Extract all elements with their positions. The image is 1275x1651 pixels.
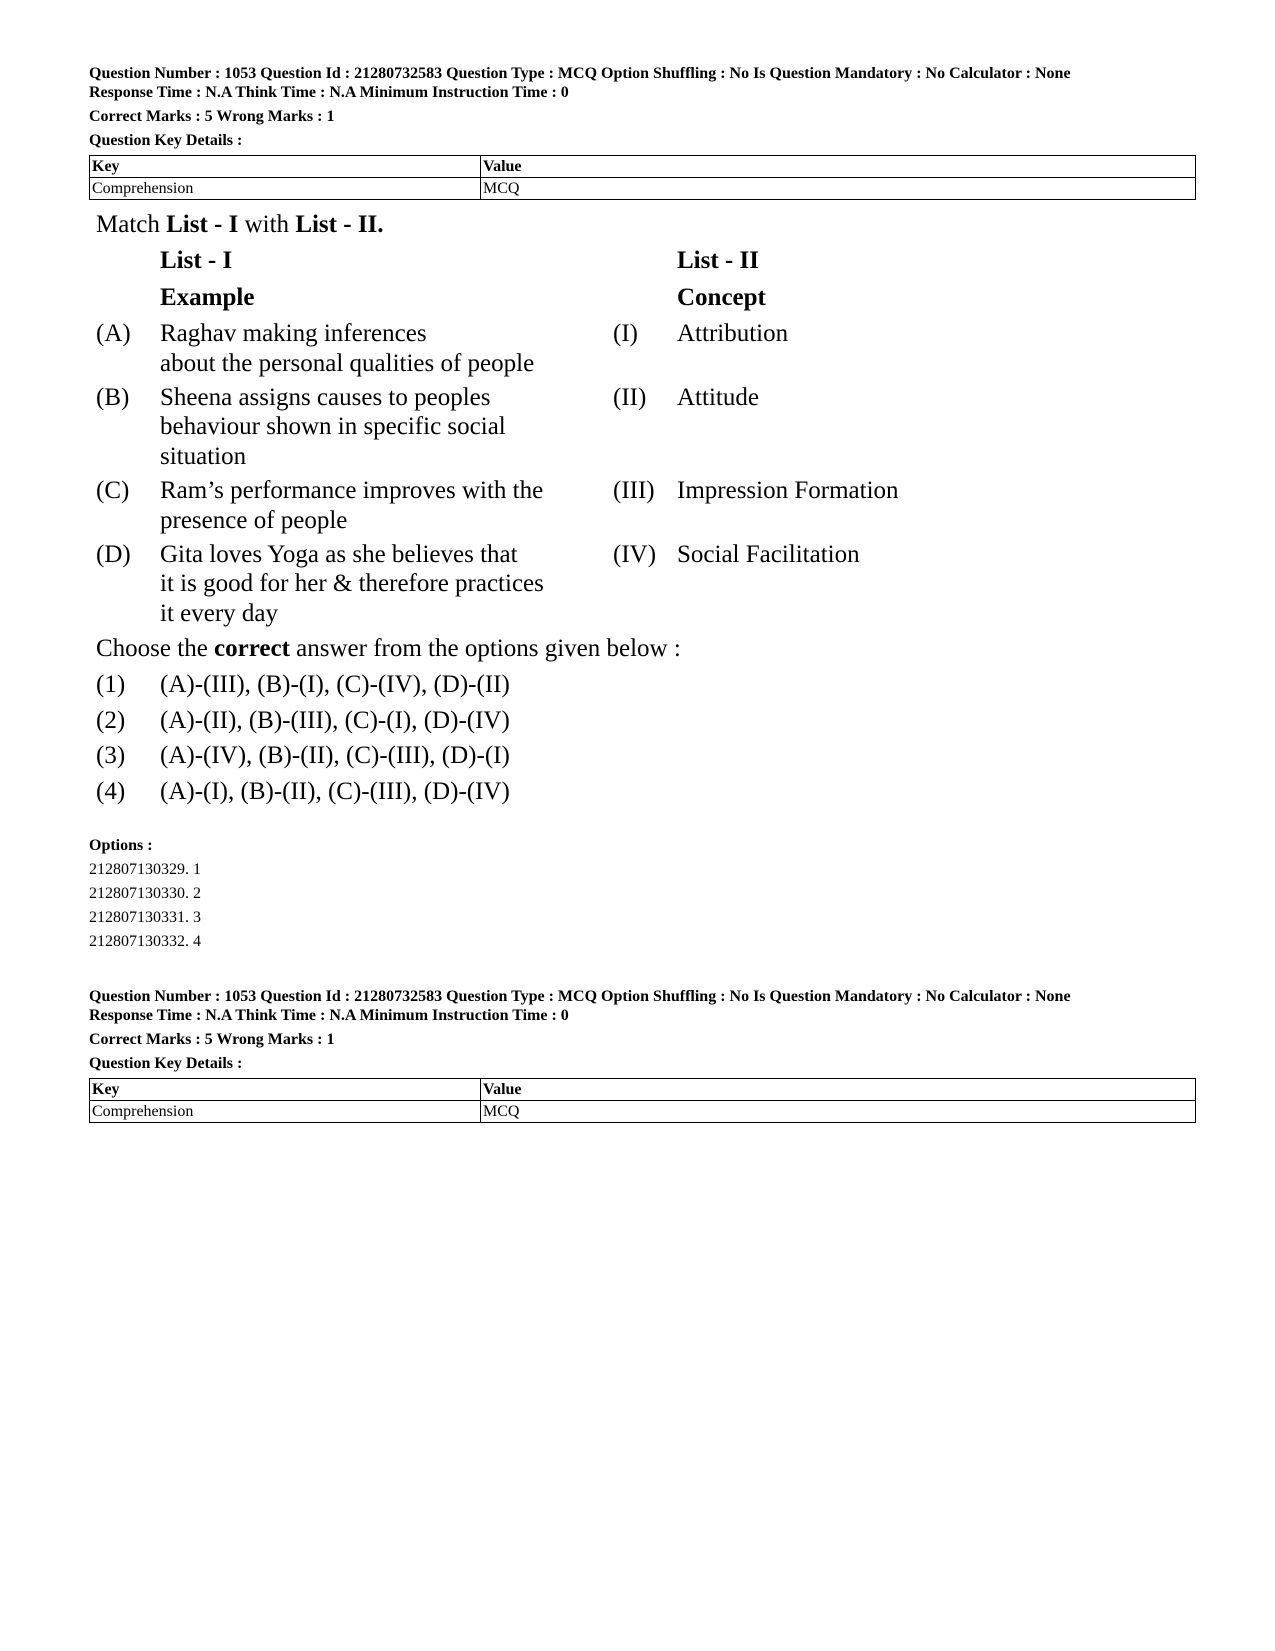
key-details-label: Question Key Details : [89,132,243,149]
cell-key: Comprehension [90,1101,481,1123]
item-text: it every day [160,600,279,627]
cell-value: MCQ [481,1101,1196,1123]
item-label: (D) [96,541,131,568]
item-label: (B) [96,384,130,411]
answer-number: (4) [96,778,126,805]
cell-key: Comprehension [90,178,481,200]
header-value: Value [481,1079,1196,1101]
concept-number: (I) [613,320,638,347]
table-row [90,178,1196,200]
options-list [89,834,201,954]
concept-text: Social Facilitation [677,541,860,568]
question-meta-line-2: Response Time : N.A Think Time : N.A Minimum Instruction Time : 0 [89,1007,569,1024]
concept-number: (IV) [613,541,657,568]
option-item: 212807130332. 4 [89,933,201,950]
concept-text: Impression Formation [677,477,899,504]
marks-line: Correct Marks : 5 Wrong Marks : 1 [89,1031,335,1048]
key-details-table [89,1078,1196,1123]
answer-text: (A)-(II), (B)-(III), (C)-(I), (D)-(IV) [160,707,510,734]
item-text: Gita loves Yoga as she believes that [160,541,518,568]
header-key: Key [90,1079,481,1101]
key-details-label: Question Key Details : [89,1055,243,1072]
item-text: Raghav making inferences [160,320,427,347]
item-text: about the personal qualities of people [160,350,535,377]
answer-text: (A)-(I), (B)-(II), (C)-(III), (D)-(IV) [160,778,510,805]
marks-line: Correct Marks : 5 Wrong Marks : 1 [89,108,335,125]
question-meta-line-2: Response Time : N.A Think Time : N.A Minimum Instruction Time : 0 [89,84,569,101]
item-text: behaviour shown in specific social [160,413,506,440]
list1-subtitle: Example [160,284,255,311]
question-intro: Match List - I with List - II. [96,211,384,238]
question-content [96,206,956,834]
answer-text: (A)-(III), (B)-(I), (C)-(IV), (D)-(II) [160,671,510,698]
option-item: 212807130331. 3 [89,909,201,926]
table-header-row [90,1079,1196,1101]
table-header-row [90,156,1196,178]
key-details-table [89,155,1196,200]
option-item: 212807130329. 1 [89,861,201,878]
item-text: situation [160,443,247,470]
choose-instruction: Choose the correct answer from the options given below : [96,635,681,662]
question-meta-line-1: Question Number : 1053 Question Id : 21280732583 Question Type : MCQ Option Shuffling : No Is Question Mandatory : No Calculator : None [89,65,1071,82]
concept-number: (II) [613,384,647,411]
concept-text: Attitude [677,384,759,411]
cell-value: MCQ [481,178,1196,200]
options-label: Options : [89,837,153,854]
item-text: presence of people [160,507,348,534]
concept-text: Attribution [677,320,789,347]
answer-number: (2) [96,707,126,734]
item-label: (A) [96,320,131,347]
item-text: Ram’s performance improves with the [160,477,544,504]
table-row [90,1101,1196,1123]
question-meta-line-1: Question Number : 1053 Question Id : 21280732583 Question Type : MCQ Option Shuffling : No Is Question Mandatory : No Calculator : None [89,988,1071,1005]
item-label: (C) [96,477,130,504]
answer-number: (1) [96,671,126,698]
answer-number: (3) [96,742,126,769]
list2-subtitle: Concept [677,284,766,311]
option-item: 212807130330. 2 [89,885,201,902]
item-text: it is good for her & therefore practices [160,570,544,597]
header-key: Key [90,156,481,178]
list2-title: List - II [677,247,759,274]
answer-text: (A)-(IV), (B)-(II), (C)-(III), (D)-(I) [160,742,510,769]
item-text: Sheena assigns causes to peoples [160,384,491,411]
header-value: Value [481,156,1196,178]
concept-number: (III) [613,477,655,504]
list1-title: List - I [160,247,233,274]
